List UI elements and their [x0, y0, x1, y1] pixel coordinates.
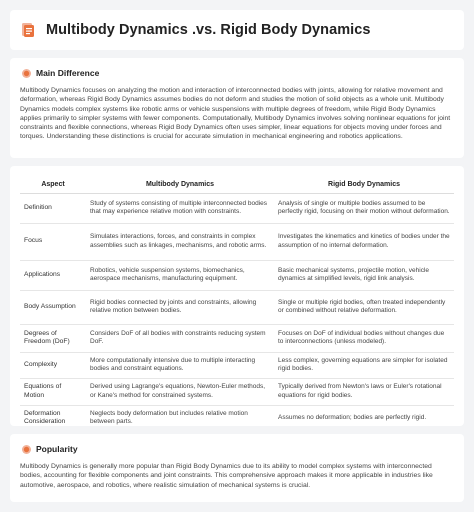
aspect-cell: Equations of Motion	[20, 378, 86, 405]
table-row	[20, 193, 454, 223]
section-title: Main Difference	[36, 68, 100, 78]
aspect-cell: Applications	[20, 260, 86, 290]
rigid-body-cell: Focuses on DoF of individual bodies without changes due to interconnections (unless modeled).	[274, 324, 454, 352]
multibody-cell: Neglects body deformation but includes relative motion between parts.	[90, 409, 248, 426]
multibody-cell: Robotics, vehicle suspension systems, biomechanics, aerospace mechanisms, manufacturing equipment.	[86, 260, 274, 290]
column-header: Aspect	[20, 176, 86, 193]
multibody-cell: Considers DoF of all bodies with constraints reducing system DoF.	[86, 324, 274, 352]
rigid-body-cell: Investigates the kinematics and kinetics of bodies under the assumption of no internal deformation.	[274, 223, 454, 260]
document-icon	[20, 22, 36, 38]
table-row	[20, 405, 454, 431]
popularity-section	[10, 434, 464, 502]
column-header: Multibody Dynamics	[86, 176, 274, 193]
table-row	[20, 223, 454, 260]
rigid-body-cell: Typically derived from Newton's laws or Euler's rotational equations for rigid bodies.	[274, 378, 454, 405]
table-row	[20, 352, 454, 378]
section-title: Popularity	[36, 444, 78, 454]
aspect-cell: Body Assumption	[20, 290, 86, 324]
rigid-body-cell: Basic mechanical systems, projectile motion, vehicle dynamics at simplified levels, rigid link analysis.	[274, 260, 454, 290]
aspect-cell: Degrees of Freedom (DoF)	[20, 324, 86, 352]
aspect-cell: Deformation Consideration	[24, 409, 66, 426]
multibody-cell: Study of systems consisting of multiple interconnected bodies that may experience relative motion with constraints.	[86, 193, 274, 223]
star-badge-icon	[22, 445, 31, 454]
popularity-text: Multibody Dynamics is generally more popular than Rigid Body Dynamics due to its ability to model complex systems with interconnected bodies, accounting for flexible components and joint constraints. This comprehensive approach makes it more applicable in industries like automotive, aerospace, and robotics, where realistic simulation of mechanical systems is crucial.	[20, 463, 433, 489]
multibody-cell: More computationally intensive due to multiple interacting bodies and constraint equations.	[86, 352, 274, 378]
table-row	[20, 378, 454, 405]
aspect-cell: Definition	[20, 193, 86, 223]
page-title: Multibody Dynamics .vs. Rigid Body Dynamics	[46, 22, 371, 38]
rigid-body-cell: Single or multiple rigid bodies, often treated independently or combined without relative deformation.	[274, 290, 454, 324]
table-header-row	[20, 176, 454, 193]
comparison-table-section	[10, 166, 464, 426]
aspect-cell: Focus	[20, 223, 86, 260]
rigid-body-cell: Analysis of single or multiple bodies assumed to be perfectly rigid, focusing on their motion without deformation.	[274, 193, 454, 223]
aspect-cell: Complexity	[20, 352, 86, 378]
comparison-table	[20, 176, 454, 431]
multibody-cell: Rigid bodies connected by joints and constraints, allowing relative motion between bodies.	[86, 290, 274, 324]
main-difference-text: Multibody Dynamics focuses on analyzing the motion and interaction of interconnected bodies with joints, allowing for relative movement and deformation, whereas Rigid Body Dynamics assumes bodies do not deform and studies the motion of solid objects as a whole unit. Multibody Dynamics models complex systems like robotic arms or vehicle suspensions with multiple degrees of freedom, while Rigid Body Dynamics applies primarily to simpler systems with fewer components. Computationally, Multibody Dynamics involves solving nonlinear equations for joint constraints and flexible connections, whereas Rigid Body Dynamics often uses simpler, linear equations for objects moving under forces and torques. Understanding these distinctions is crucial for accurate simulation in mechanical engineering and robotics applications.	[20, 87, 451, 141]
table-row	[20, 324, 454, 352]
rigid-body-cell: Assumes no deformation; bodies are perfectly rigid.	[278, 414, 427, 422]
table-row	[20, 290, 454, 324]
column-header: Rigid Body Dynamics	[274, 176, 454, 193]
rigid-body-cell: Less complex, governing equations are simpler for isolated rigid bodies.	[274, 352, 454, 378]
multibody-cell: Derived using Lagrange's equations, Newton-Euler methods, or Kane's method for constrained systems.	[86, 378, 274, 405]
table-row	[20, 260, 454, 290]
page-header	[10, 10, 464, 50]
multibody-cell: Simulates interactions, forces, and constraints in complex assemblies such as linkages, mechanisms, and robotic arms.	[86, 223, 274, 260]
star-badge-icon	[22, 69, 31, 78]
main-difference-section	[10, 58, 464, 158]
